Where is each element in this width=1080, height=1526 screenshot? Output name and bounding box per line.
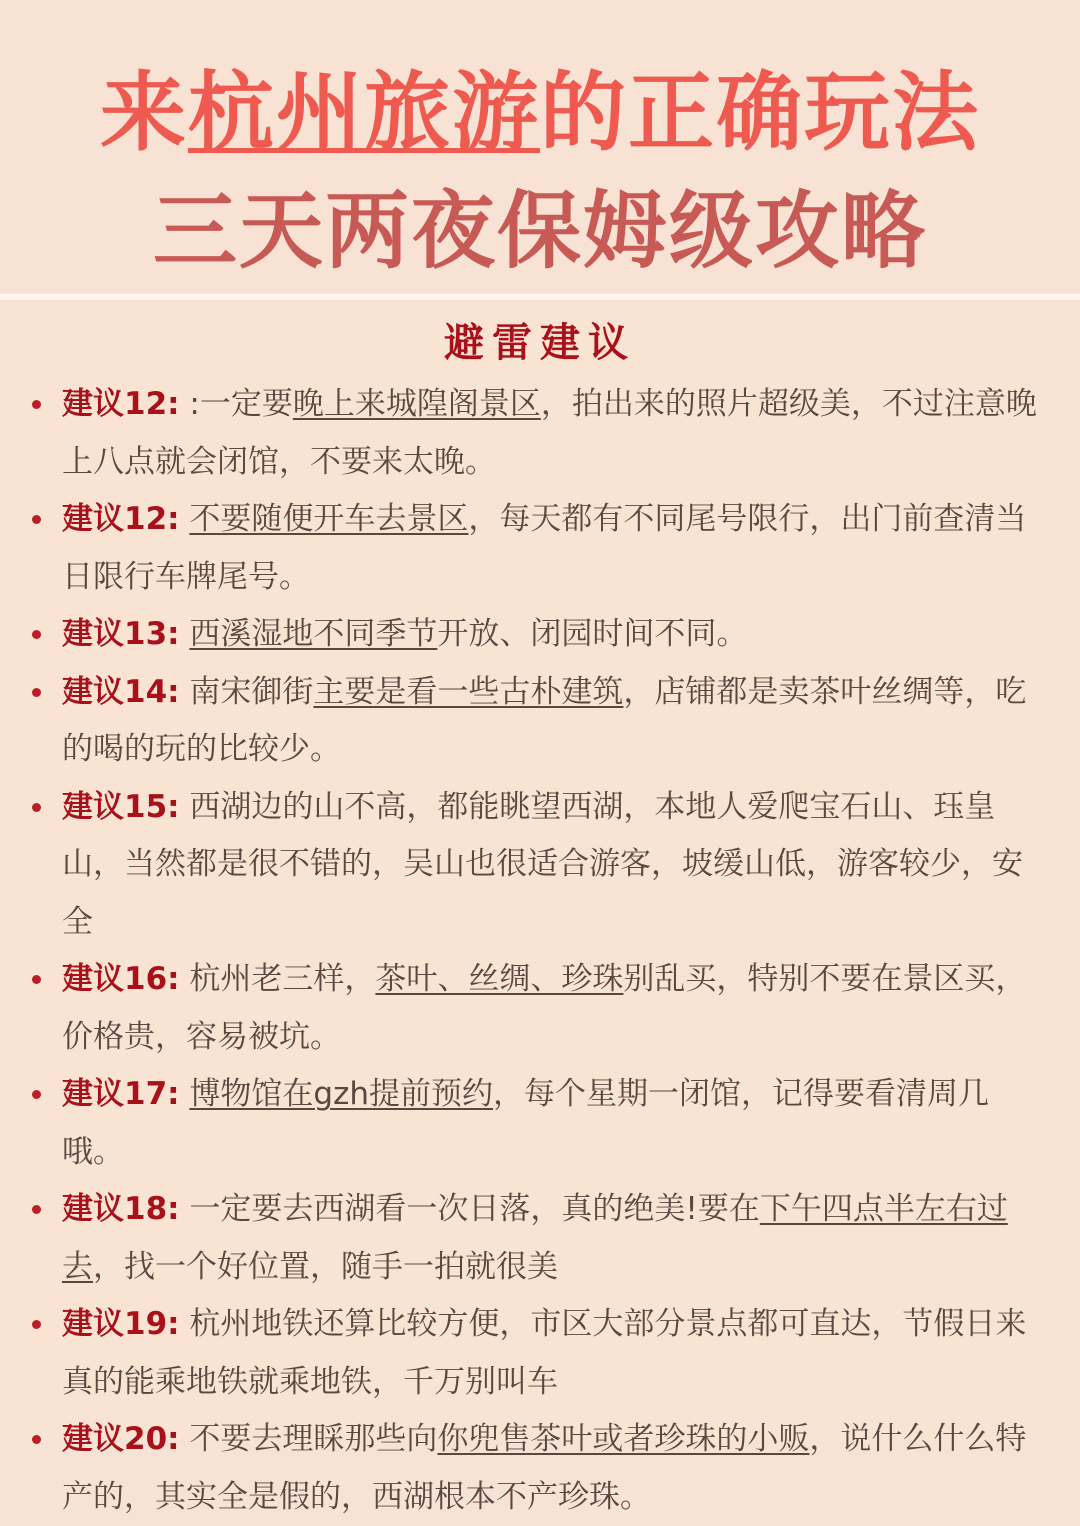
suggestion-text: ，每个星期一闭馆，记得要看清周几哦。 [62, 1076, 990, 1170]
suggestion-text [180, 616, 190, 652]
suggestion-text: 西湖边的山不高，都能眺望西湖，本地人爱爬宝石山、珏皇山，当然都是很不错的，吴山也很适合游客，坡缓山低，游客较少，安全 [62, 788, 1023, 940]
bullet-icon [32, 400, 41, 409]
title-line-1-post: 的正确玩法 [540, 63, 980, 163]
suggestion-text: 别乱买，特别不要在景区买，价格贵，容易被坑。 [62, 961, 1027, 1055]
suggestion-item [0, 779, 1080, 952]
suggestion-item [0, 664, 1080, 779]
suggestion-item [0, 491, 1080, 606]
suggestion-item [0, 606, 1080, 664]
suggestion-list [0, 376, 1080, 1526]
title-line-1-pre: 来 [100, 63, 188, 163]
suggestion-label: 建议20: [62, 1421, 180, 1457]
page-title-line-2: 三天两夜保姆级攻略 [152, 182, 927, 280]
suggestion-text: ，每天都有不同尾号限行，出门前查清当日限行车牌尾号。 [62, 501, 1027, 595]
page-title-line-1 [0, 58, 1080, 168]
suggestion-highlight: 不要随便开车去景区 [189, 501, 469, 537]
suggestion-label: 建议17: [62, 1076, 180, 1112]
bullet-icon [32, 1090, 41, 1099]
suggestion-text: :一定要 [179, 386, 293, 422]
suggestion-highlight: 博物馆在gzh提前预约 [189, 1076, 494, 1112]
suggestion-highlight: 西溪湿地不同季节 [189, 616, 438, 652]
suggestion-item [0, 1181, 1080, 1296]
suggestion-text: ，说什么什么特产的，其实全是假的，西湖根本不产珍珠。 [62, 1421, 1027, 1515]
suggestion-highlight: 晚上来城隍阁景区 [292, 386, 541, 422]
suggestion-text [180, 501, 190, 537]
suggestion-text: 一定要去西湖看一次日落，真的绝美!要在 [179, 1191, 760, 1227]
suggestion-item [0, 951, 1080, 1066]
suggestion-label: 建议16: [62, 961, 180, 997]
title-line-1-underlined: 杭州旅游 [188, 63, 540, 163]
suggestion-highlight: 主要是看一些古朴建筑 [313, 673, 624, 710]
suggestion-item [0, 1066, 1080, 1181]
content-panel [0, 300, 1080, 1515]
suggestion-text: ，店铺都是卖茶叶丝绸等，吃的喝的玩的比较少。 [62, 673, 1027, 767]
header-banner [0, 0, 1080, 294]
suggestion-text: ，找一个好位置，随手一拍就很美 [93, 1248, 558, 1285]
suggestion-label: 建议14: [62, 673, 180, 710]
suggestion-text [180, 1076, 190, 1112]
suggestion-label: 建议13: [62, 616, 180, 652]
suggestion-highlight: 下午四点半左右过去 [62, 1191, 1008, 1285]
section-title: 避雷建议 [444, 320, 636, 366]
bullet-icon [32, 515, 41, 524]
bullet-icon [32, 688, 41, 697]
suggestion-label: 建议12: [62, 501, 180, 537]
suggestion-text: 杭州地铁还算比较方便，市区大部分景点都可直达，节假日来真的能乘地铁就乘地铁，千万别叫车 [62, 1306, 1027, 1400]
bullet-icon [32, 803, 41, 812]
suggestion-text: 不要去理睬那些向 [179, 1421, 438, 1457]
bullet-icon [32, 975, 41, 984]
bullet-icon [32, 1205, 41, 1214]
suggestion-item [0, 376, 1080, 491]
suggestion-highlight: 茶叶、丝绸、珍珠 [375, 961, 624, 997]
bullet-icon [32, 1320, 41, 1329]
suggestion-label: 建议12: [62, 386, 180, 422]
suggestion-label: 建议19: [62, 1306, 180, 1342]
suggestion-highlight: 你兜售茶叶或者珍珠的小贩 [437, 1421, 810, 1457]
suggestion-text: 南宋御街 [179, 673, 314, 710]
suggestion-label: 建议15: [62, 788, 180, 825]
suggestion-text: 杭州老三样， [179, 961, 376, 997]
suggestion-item [0, 1411, 1080, 1526]
suggestion-text: ，拍出来的照片超级美，不过注意晚上八点就会闭馆，不要来太晚。 [62, 386, 1037, 480]
suggestion-text: 开放、闭园时间不同。 [437, 616, 748, 652]
suggestion-label: 建议18: [62, 1191, 180, 1227]
bullet-icon [32, 630, 41, 639]
suggestion-item [0, 1296, 1080, 1411]
